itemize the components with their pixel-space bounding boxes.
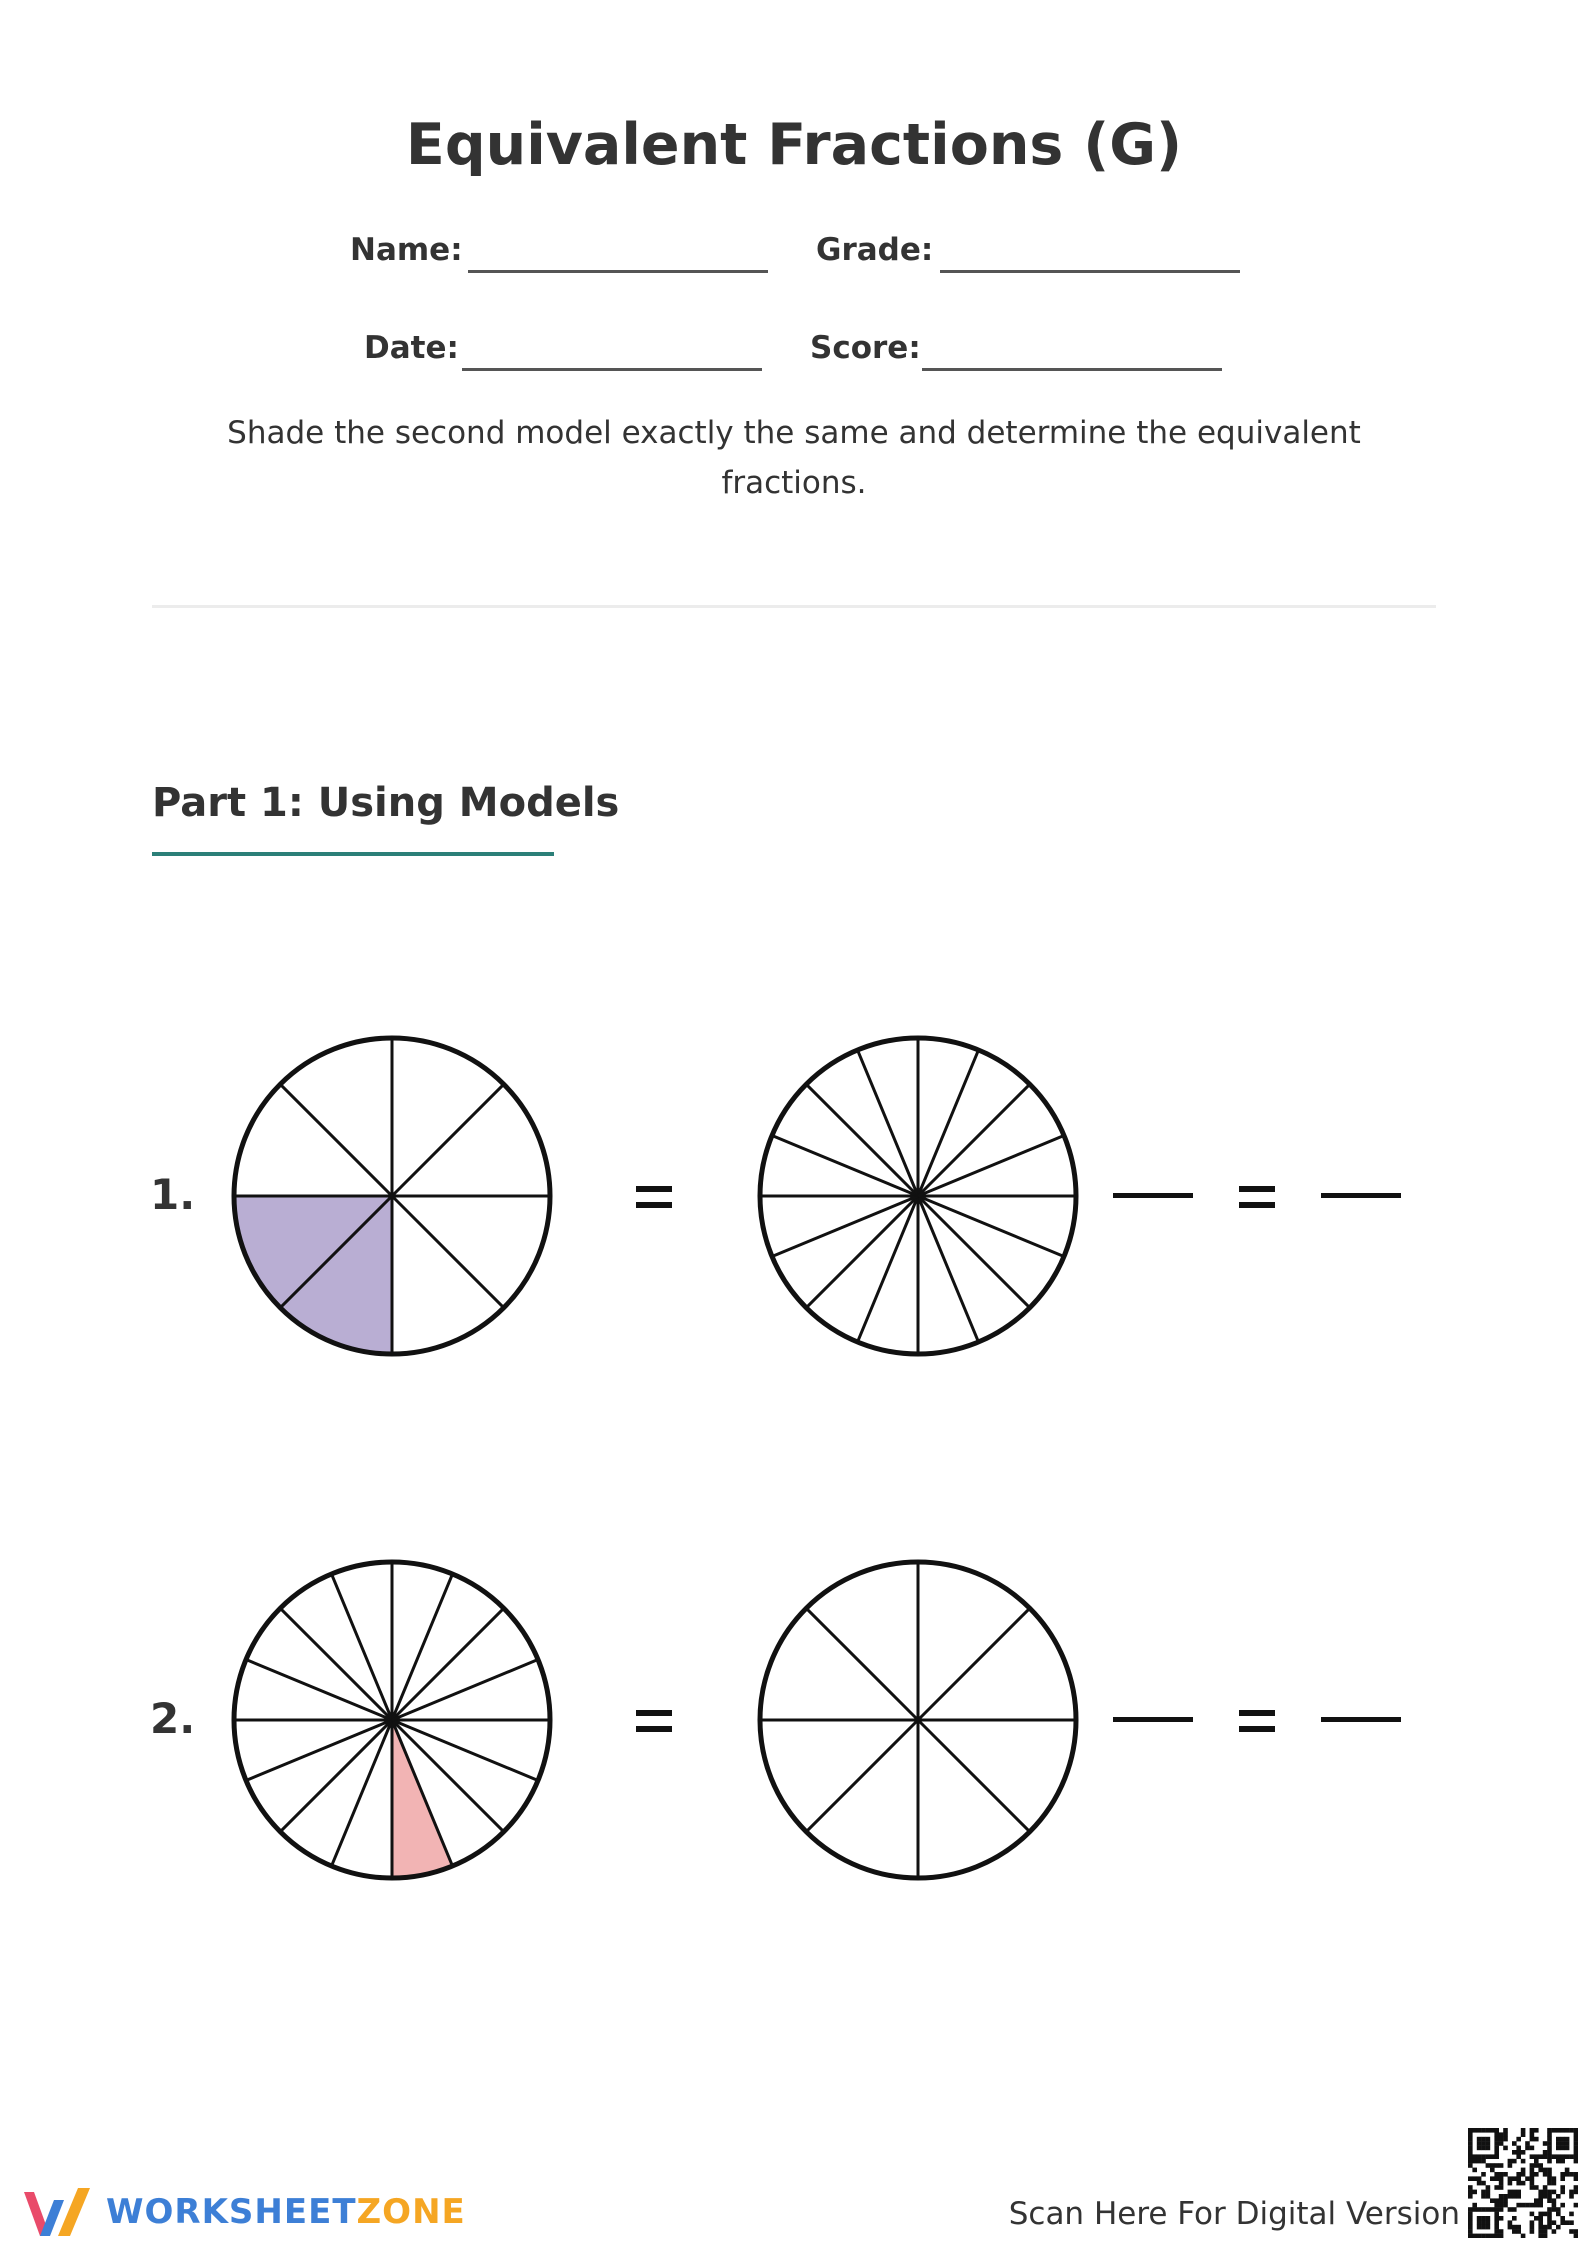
qr-code-icon[interactable]: [1468, 2128, 1578, 2238]
scan-text: Scan Here For Digital Version: [1008, 2196, 1460, 2232]
section-underline: [152, 852, 554, 856]
fraction-blank-right[interactable]: [1321, 1193, 1401, 1198]
slice-divider: [806, 1196, 918, 1308]
section-title: Part 1: Using Models: [152, 780, 620, 826]
date-input-line[interactable]: [462, 368, 762, 371]
equals-sign: [636, 1710, 672, 1732]
name-input-line[interactable]: [468, 270, 768, 273]
brand-name: WORKSHEETZONE: [106, 2192, 466, 2232]
slice-divider: [918, 1084, 1030, 1196]
slice-divider: [392, 1084, 504, 1196]
score-input-line[interactable]: [922, 368, 1222, 371]
fraction-blank-right[interactable]: [1321, 1717, 1401, 1722]
equals-sign: [1239, 1710, 1275, 1732]
slice-divider: [280, 1084, 392, 1196]
score-label: Score:: [810, 330, 921, 366]
fraction-model-to-shade[interactable]: [756, 1034, 1080, 1358]
fraction-blank-left[interactable]: [1113, 1193, 1193, 1198]
slice-divider: [918, 1720, 1030, 1832]
fraction-blank-left[interactable]: [1113, 1717, 1193, 1722]
fraction-model-given: [230, 1034, 554, 1358]
slice-divider: [918, 1608, 1030, 1720]
name-label: Name:: [350, 232, 463, 268]
grade-label: Grade:: [816, 232, 934, 268]
grade-input-line[interactable]: [940, 270, 1240, 273]
question-number: 1.: [150, 1170, 196, 1219]
instructions: Shade the second model exactly the same and determine the equivalent fractions.: [227, 415, 1361, 501]
question-number: 2.: [150, 1694, 196, 1743]
slice-divider: [392, 1608, 504, 1720]
equals-sign: [636, 1186, 672, 1208]
page-title: Equivalent Fractions (G): [405, 112, 1183, 178]
slice-divider: [392, 1196, 504, 1308]
slice-divider: [280, 1720, 392, 1832]
slice-divider: [280, 1608, 392, 1720]
worksheetzone-logo-icon: [20, 2182, 96, 2242]
slice-divider: [806, 1608, 918, 1720]
slice-divider: [918, 1196, 1030, 1308]
fraction-model-given: [230, 1558, 554, 1882]
equals-sign: [1239, 1186, 1275, 1208]
divider: [152, 605, 1436, 608]
fraction-model-to-shade[interactable]: [756, 1558, 1080, 1882]
slice-divider: [806, 1720, 918, 1832]
date-label: Date:: [364, 330, 459, 366]
slice-divider: [806, 1084, 918, 1196]
